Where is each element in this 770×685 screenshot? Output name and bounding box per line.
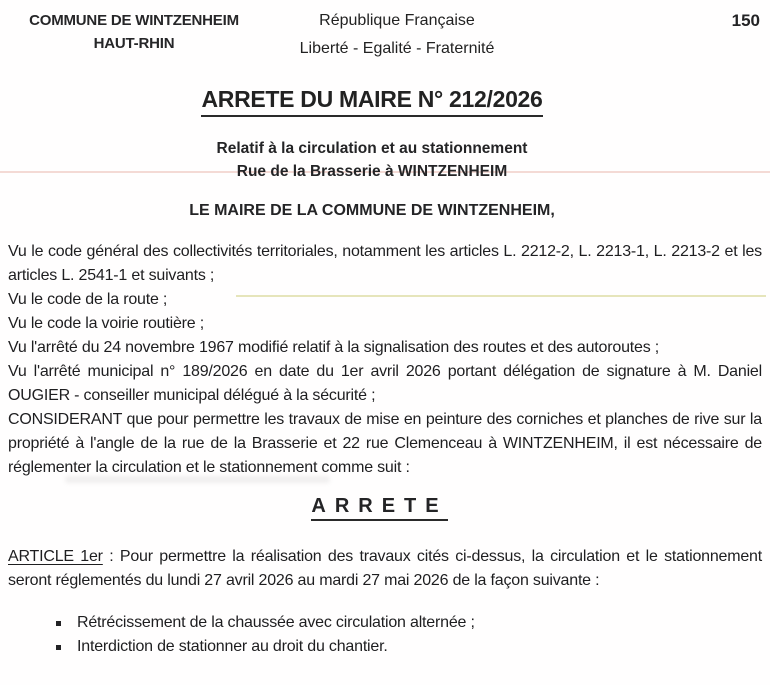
recital-arrete-1967: Vu l'arrêté du 24 novembre 1967 modifié relatif à la signalisation des routes et des autoroutes ;	[8, 339, 660, 356]
measure-text-retrecissement: Rétrécissement de la chaussée avec circulation alternée ;	[77, 614, 475, 631]
devise-label: Liberté - Egalité - Fraternité	[299, 40, 495, 57]
decree-subtitle	[0, 137, 744, 183]
bullet-square-icon	[56, 645, 61, 650]
decision-heading: ARRETE	[311, 494, 447, 521]
recital-code-route: Vu le code de la route ;	[8, 291, 168, 308]
subtitle-line-1: Relatif à la circulation et au stationnement	[216, 140, 528, 157]
decree-title-row	[0, 86, 744, 117]
measure-text-interdiction: Interdiction de stationner au droit du chantier.	[77, 638, 388, 655]
decision-heading-row	[8, 494, 762, 521]
article-1-label: ARTICLE 1er	[8, 548, 103, 565]
salutation-line: LE MAIRE DE LA COMMUNE DE WINTZENHEIM,	[189, 202, 555, 219]
recital-delegation: Vu l'arrêté municipal n° 189/2026 en date du 1er avril 2026 portant délégation de signature à M. Daniel OUGIER - conseiller municipal délégué à la sécurité ;	[8, 363, 762, 404]
commune-header	[20, 9, 248, 55]
decree-title: ARRETE DU MAIRE N° 212/2026	[201, 86, 542, 117]
article-1-separator: :	[102, 548, 120, 565]
republique-francaise-label: République Française	[319, 12, 475, 29]
recital-considerant: CONSIDERANT que pour permettre les travaux de mise en peinture des corniches et planches de rive sur la propriété à l'angle de la rue de la Brasserie et 22 rue Clemenceau à WINTZENHEIM, il est nécessaire de réglementer la circulation et le stationnement comme suit :	[8, 411, 762, 476]
page-number: 150	[731, 11, 760, 30]
list-item	[56, 611, 762, 635]
departement-name: HAUT-RHIN	[93, 35, 175, 52]
subtitle-line-2: Rue de la Brasserie à WINTZENHEIM	[236, 163, 508, 180]
article-1-text: Pour permettre la réalisation des travaux cités ci-dessus, la circulation et le stationnement seront réglementés du lundi 27 avril 2026 au mardi 27 mai 2026 de la façon suivante :	[8, 548, 763, 589]
commune-name: COMMUNE DE WINTZENHEIM	[29, 12, 239, 29]
bullet-square-icon	[56, 621, 61, 626]
article-1-paragraph	[8, 545, 762, 593]
recital-collectivites: Vu le code général des collectivités territoriales, notamment les articles L. 2212-2, L. 2213-1, L. 2213-2 et les articles L. 2541-1 et suivants ;	[8, 243, 762, 284]
decree-body	[8, 240, 762, 659]
measures-list	[56, 611, 762, 659]
recital-voirie: Vu le code la voirie routière ;	[8, 315, 204, 332]
republique-header	[285, 11, 509, 58]
list-item	[56, 635, 762, 659]
